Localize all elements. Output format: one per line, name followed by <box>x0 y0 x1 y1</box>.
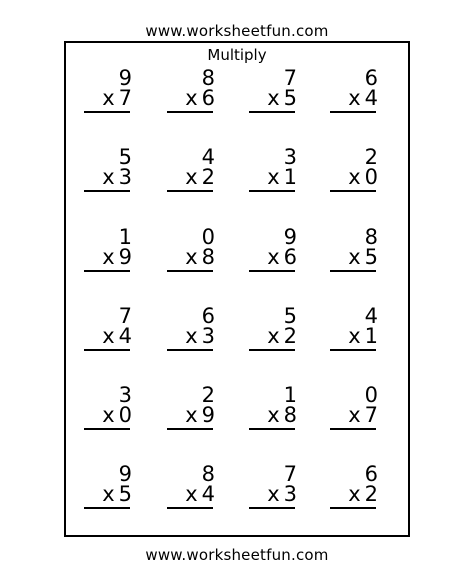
problem-5-1 <box>84 384 134 444</box>
problem-5-4 <box>330 384 380 444</box>
multiplier-row <box>185 325 215 347</box>
multiplier: 3 <box>118 165 132 189</box>
multiplier-row <box>102 483 132 505</box>
times-sign: x <box>185 324 198 348</box>
problem-1-4 <box>330 67 380 127</box>
multiplicand: 9 <box>283 225 297 249</box>
multiplier: 9 <box>201 403 215 427</box>
answer-line <box>249 190 295 192</box>
multiplicand: 7 <box>283 66 297 90</box>
problem-3-1 <box>84 226 134 286</box>
multiplier: 5 <box>118 482 132 506</box>
site-url-top: www.worksheetfun.com <box>145 22 329 40</box>
times-sign: x <box>348 403 361 427</box>
multiplicand: 8 <box>201 462 215 486</box>
problem-5-3 <box>249 384 299 444</box>
times-sign: x <box>267 165 280 189</box>
answer-line <box>249 428 295 430</box>
times-sign: x <box>185 165 198 189</box>
multiplier: 5 <box>283 86 297 110</box>
times-sign: x <box>185 245 198 269</box>
multiplier: 8 <box>283 403 297 427</box>
multiplier-row <box>348 87 378 109</box>
problem-3-2 <box>167 226 217 286</box>
times-sign: x <box>102 324 115 348</box>
site-url-bottom: www.worksheetfun.com <box>145 546 329 564</box>
answer-line <box>167 428 213 430</box>
times-sign: x <box>267 86 280 110</box>
multiplicand: 5 <box>118 145 132 169</box>
multiplier-row <box>267 166 297 188</box>
multiplier-row <box>102 166 132 188</box>
multiplier: 7 <box>118 86 132 110</box>
multiplier-row <box>185 87 215 109</box>
times-sign: x <box>102 245 115 269</box>
multiplier-row <box>348 483 378 505</box>
problem-4-3 <box>249 305 299 365</box>
multiplier: 6 <box>283 245 297 269</box>
multiplicand: 9 <box>118 462 132 486</box>
multiplier-row <box>348 325 378 347</box>
multiplier: 9 <box>118 245 132 269</box>
multiplier-row <box>102 87 132 109</box>
answer-line <box>84 270 130 272</box>
times-sign: x <box>185 86 198 110</box>
multiplier-row <box>348 404 378 426</box>
multiplier: 1 <box>283 165 297 189</box>
problem-2-4 <box>330 146 380 206</box>
multiplier: 4 <box>201 482 215 506</box>
answer-line <box>167 190 213 192</box>
problem-6-2 <box>167 463 217 523</box>
answer-line <box>167 349 213 351</box>
times-sign: x <box>267 324 280 348</box>
multiplicand: 7 <box>283 462 297 486</box>
times-sign: x <box>348 482 361 506</box>
problem-6-3 <box>249 463 299 523</box>
problem-3-3 <box>249 226 299 286</box>
times-sign: x <box>267 403 280 427</box>
problem-4-1 <box>84 305 134 365</box>
multiplicand: 3 <box>283 145 297 169</box>
multiplier-row <box>102 325 132 347</box>
answer-line <box>249 270 295 272</box>
answer-line <box>330 428 376 430</box>
answer-line <box>330 349 376 351</box>
multiplier-row <box>102 404 132 426</box>
answer-line <box>84 349 130 351</box>
times-sign: x <box>185 482 198 506</box>
multiplicand: 6 <box>364 462 378 486</box>
answer-line <box>84 190 130 192</box>
multiplicand: 1 <box>283 383 297 407</box>
worksheet-title: Multiply <box>207 46 267 64</box>
answer-line <box>249 349 295 351</box>
problem-2-1 <box>84 146 134 206</box>
multiplicand: 8 <box>201 66 215 90</box>
answer-line <box>167 111 213 113</box>
multiplicand: 6 <box>364 66 378 90</box>
problem-grid <box>66 43 408 535</box>
multiplier-row <box>185 246 215 268</box>
answer-line <box>249 111 295 113</box>
answer-line <box>330 190 376 192</box>
worksheet-frame <box>64 41 410 537</box>
problem-3-4 <box>330 226 380 286</box>
multiplier: 4 <box>364 86 378 110</box>
multiplicand: 9 <box>118 66 132 90</box>
multiplicand: 1 <box>118 225 132 249</box>
multiplicand: 0 <box>364 383 378 407</box>
times-sign: x <box>267 482 280 506</box>
problem-6-4 <box>330 463 380 523</box>
multiplier-row <box>185 166 215 188</box>
multiplier: 2 <box>364 482 378 506</box>
times-sign: x <box>348 86 361 110</box>
problem-1-2 <box>167 67 217 127</box>
problem-4-2 <box>167 305 217 365</box>
problem-6-1 <box>84 463 134 523</box>
answer-line <box>330 111 376 113</box>
times-sign: x <box>102 403 115 427</box>
multiplicand: 6 <box>201 304 215 328</box>
multiplicand: 7 <box>118 304 132 328</box>
multiplier: 5 <box>364 245 378 269</box>
multiplicand: 5 <box>283 304 297 328</box>
answer-line <box>84 428 130 430</box>
multiplier: 4 <box>118 324 132 348</box>
times-sign: x <box>102 86 115 110</box>
problem-2-2 <box>167 146 217 206</box>
times-sign: x <box>267 245 280 269</box>
multiplier: 8 <box>201 245 215 269</box>
multiplicand: 8 <box>364 225 378 249</box>
multiplier: 0 <box>118 403 132 427</box>
answer-line <box>167 507 213 509</box>
times-sign: x <box>185 403 198 427</box>
answer-line <box>84 507 130 509</box>
multiplier-row <box>348 166 378 188</box>
multiplier-row <box>185 483 215 505</box>
problem-1-1 <box>84 67 134 127</box>
answer-line <box>330 507 376 509</box>
problem-2-3 <box>249 146 299 206</box>
multiplier-row <box>267 404 297 426</box>
multiplier-row <box>267 325 297 347</box>
multiplier-row <box>185 404 215 426</box>
multiplier: 0 <box>364 165 378 189</box>
times-sign: x <box>102 165 115 189</box>
multiplicand: 2 <box>364 145 378 169</box>
answer-line <box>249 507 295 509</box>
answer-line <box>167 270 213 272</box>
multiplier: 2 <box>283 324 297 348</box>
times-sign: x <box>348 245 361 269</box>
answer-line <box>330 270 376 272</box>
times-sign: x <box>348 165 361 189</box>
problem-5-2 <box>167 384 217 444</box>
multiplier: 3 <box>283 482 297 506</box>
answer-line <box>84 111 130 113</box>
multiplicand: 3 <box>118 383 132 407</box>
multiplicand: 4 <box>201 145 215 169</box>
multiplier: 6 <box>201 86 215 110</box>
multiplier-row <box>267 483 297 505</box>
multiplicand: 0 <box>201 225 215 249</box>
multiplier-row <box>348 246 378 268</box>
multiplier: 2 <box>201 165 215 189</box>
multiplier: 3 <box>201 324 215 348</box>
problem-4-4 <box>330 305 380 365</box>
multiplicand: 4 <box>364 304 378 328</box>
multiplier-row <box>267 87 297 109</box>
multiplier: 1 <box>364 324 378 348</box>
times-sign: x <box>348 324 361 348</box>
multiplier: 7 <box>364 403 378 427</box>
multiplicand: 2 <box>201 383 215 407</box>
problem-1-3 <box>249 67 299 127</box>
multiplier-row <box>267 246 297 268</box>
multiplier-row <box>102 246 132 268</box>
times-sign: x <box>102 482 115 506</box>
